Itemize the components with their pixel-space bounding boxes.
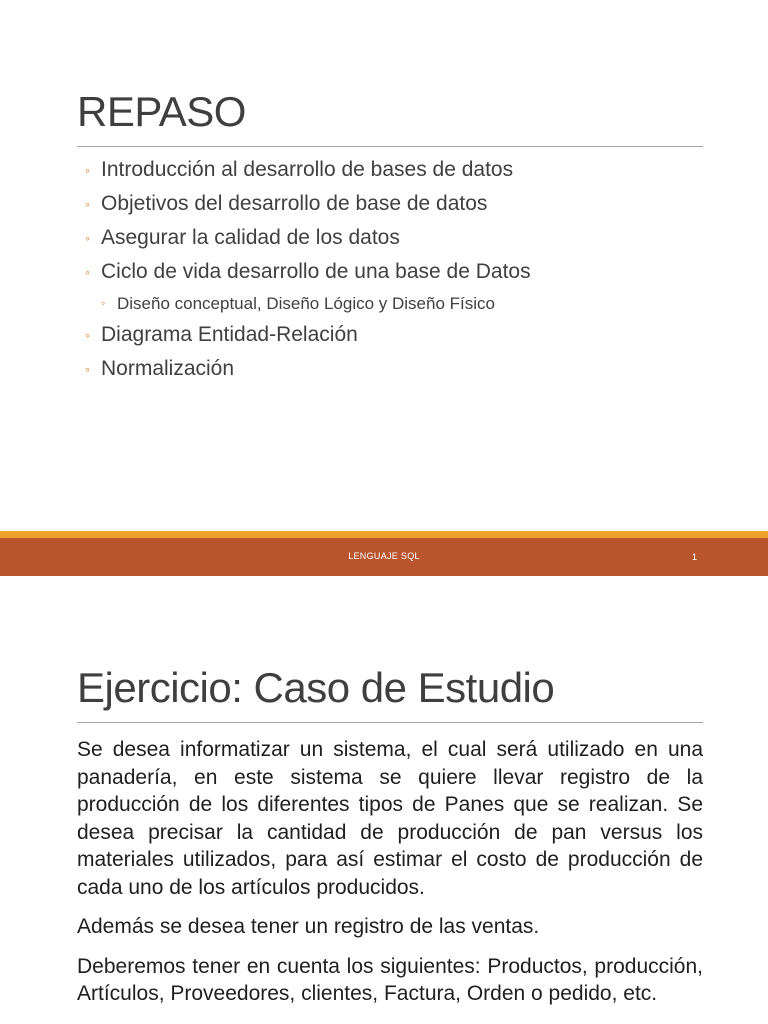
slide-body <box>77 736 703 1020</box>
slide-title: REPASO <box>77 88 246 135</box>
bullet-item <box>77 153 703 187</box>
bullet-text: Asegurar la calidad de los datos <box>101 226 400 249</box>
hollow-circle-bullet-icon: ◦ <box>85 162 90 178</box>
bullet-item <box>77 187 703 221</box>
hollow-circle-bullet-icon: ◦ <box>85 327 90 343</box>
page-number: 1 <box>691 552 697 562</box>
body-paragraph: Se desea informatizar un sistema, el cual será utilizado en una panadería, en este sistema se quiere llevar registro de la producción de los diferentes tipos de Panes que se realizan. Se desea precisar la cantidad de producción de pan versus los materiales utilizados, para así estimar el costo de producción de cada uno de los artículos producidos. <box>77 738 703 899</box>
footer-label: LENGUAJE SQL <box>348 551 420 561</box>
bullet-item <box>77 352 703 386</box>
bullet-text: Ciclo de vida desarrollo de una base de Datos <box>101 260 531 283</box>
title-divider <box>77 722 703 723</box>
bullet-text: Diseño conceptual, Diseño Lógico y Diseño Físico <box>117 294 495 313</box>
bullet-text: Diagrama Entidad-Relación <box>101 323 358 346</box>
bullet-item <box>77 318 703 352</box>
bullet-text: Introducción al desarrollo de bases de datos <box>101 158 514 181</box>
hollow-circle-bullet-icon: ◦ <box>85 196 90 212</box>
bullet-item <box>77 221 703 255</box>
footer-accent-stripe <box>0 531 768 538</box>
hollow-circle-bullet-icon: ◦ <box>85 264 90 280</box>
title-divider <box>77 146 703 147</box>
body-paragraph: Deberemos tener en cuenta los siguientes: Productos, producción, Artículos, Proveedores, clientes, Factura, Orden o pedido, etc. <box>77 954 703 1005</box>
bullet-text: Normalización <box>101 357 235 380</box>
bullet-item <box>77 255 703 289</box>
slide-title: Ejercicio: Caso de Estudio <box>77 664 555 711</box>
slide-2 <box>0 576 768 1024</box>
bullet-text: Objetivos del desarrollo de base de datos <box>101 192 488 215</box>
bullet-list <box>77 153 703 386</box>
hollow-circle-bullet-icon: ◦ <box>85 230 90 246</box>
hollow-circle-bullet-icon: ◦ <box>101 296 106 310</box>
slide-footer <box>0 538 768 576</box>
body-paragraph: Además se desea tener un registro de las ventas. <box>77 915 540 938</box>
bullet-item <box>77 289 703 318</box>
hollow-circle-bullet-icon: ◦ <box>85 361 90 377</box>
